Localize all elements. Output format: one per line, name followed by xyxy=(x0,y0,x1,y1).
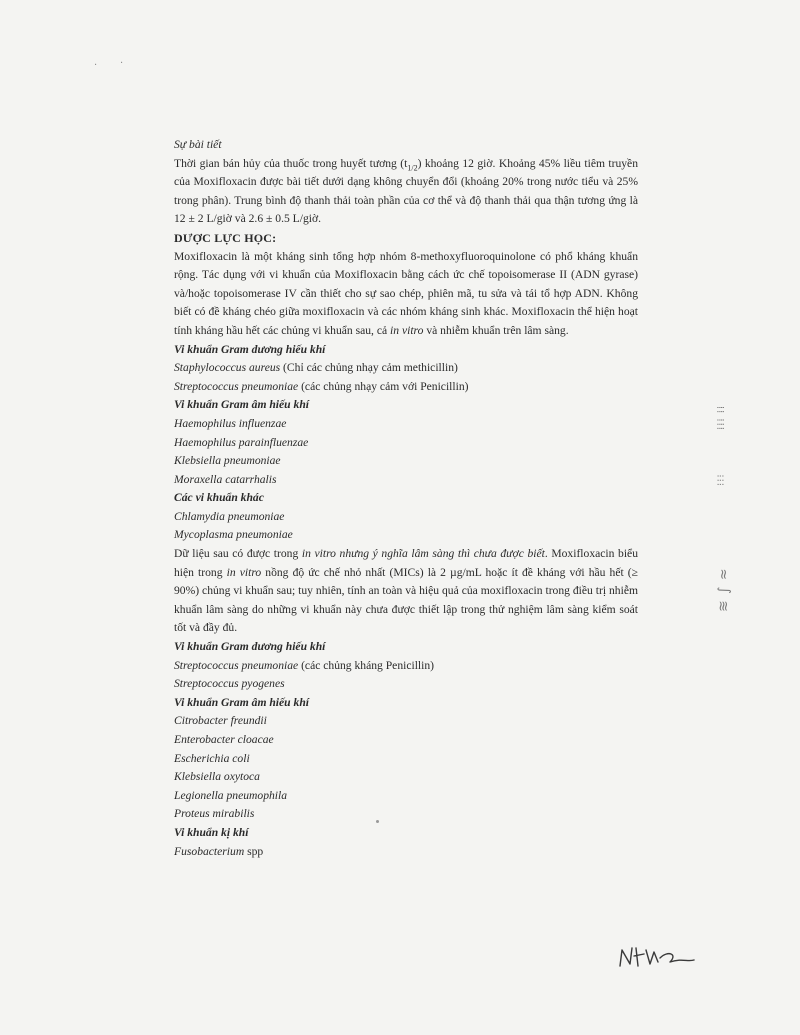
list-item: Klebsiella pneumoniae xyxy=(174,454,281,468)
group1-gram-neg-heading: Vi khuẩn Gram âm hiếu khí xyxy=(174,398,309,412)
side-stamp-mark: ≋ ∫ ≈ xyxy=(716,567,732,612)
list-item: Escherichia coli xyxy=(174,751,250,765)
side-stamp-mark: ⁞⁞⁞ ⁞⁞ xyxy=(716,404,727,430)
excretion-paragraph: Thời gian bán hủy của thuốc trong huyết tương $(t_{1/2})$ khoảng 12 giờ. Khoảng 45% liều tiêm truyền của Moxifloxacin được bài tiết dưới dạng không chuyển đổi (khoảng 20% trong nước tiểu và 25% trong phân). Trung bình độ thanh thải toàn phần của cơ thể và độ thanh thải qua thận tương ứng là 12 ± 2 L/giờ và 2.6 ± 0.5 L/giờ. xyxy=(174,156,639,226)
pharmacodynamics-heading: DƯỢC LỰC HỌC: xyxy=(174,230,277,245)
group1-gram-pos-heading: Vi khuẩn Gram dương hiếu khí xyxy=(174,342,326,356)
invitro-paragraph: Dữ liệu sau có được trong in vitro nhưng ý nghĩa lâm sàng thì chưa được biết. Moxifloxacin biểu hiện trong in vitro nồng độ ức chế nhỏ nhất (MICs) là 2 µg/mL hoặc ít đề kháng với hầu hết (≥ 90%) chủng vi khuẩn sau; tuy nhiên, tính an toàn và hiệu quả của moxifloxacin trong điều trị nhiễm khuẩn lâm sàng do những vi khuẩn này chưa được thiết lập trong thử nghiệm lâm sàng kiểm soát tốt và đầy đủ. xyxy=(174,547,639,635)
list-item: Enterobacter cloacae xyxy=(174,733,274,746)
list-item: Citrobacter freundii xyxy=(174,714,267,728)
excretion-title: Sự bài tiết xyxy=(174,138,222,151)
list-item: Streptococcus pyogenes xyxy=(174,677,285,691)
group2-gram-neg-heading: Vi khuẩn Gram âm hiếu khí xyxy=(174,695,309,709)
list-item: Mycoplasma pneumoniae xyxy=(174,528,293,542)
list-item: Klebsiella oxytoca xyxy=(174,770,260,784)
list-item: Haemophilus parainfluenzae xyxy=(174,435,309,449)
group1-other-heading: Các vi khuẩn khác xyxy=(174,491,264,505)
pharmacodynamics-paragraph: Moxifloxacin là một kháng sinh tổng hợp nhóm 8-methoxyfluoroquinolone có phổ kháng khuẩn rộng. Tác dụng với vi khuẩn của Moxifloxacin bằng cách ức chế topoisomerase II (ADN gyrase) và/hoặc topoisomerase IV cần thiết cho sự sao chép, phiên mã, tu sửa và tái tổ hợp ADN. Không biết có đề kháng chéo giữa moxifloxacin và các nhóm kháng sinh khác. Moxifloxacin thể hiện hoạt tính kháng hầu hết các chủng vi khuẩn sau, cả in vitro và nhiễm khuẩn trên lâm sàng. xyxy=(174,249,638,337)
scan-speck: · xyxy=(120,58,124,69)
list-item: Chlamydia pneumoniae xyxy=(174,509,285,523)
list-item: Legionella pneumophila xyxy=(174,788,288,802)
group2-gram-pos-heading: Vi khuẩn Gram dương hiếu khí xyxy=(174,640,326,654)
list-item: Haemophilus influenzae xyxy=(174,416,287,430)
list-item: Streptococcus pneumoniae (các chủng nhạy cảm với Penicillin) xyxy=(174,379,469,393)
signature-initials-icon xyxy=(616,940,696,974)
list-item: Proteus mirabilis xyxy=(174,807,255,821)
group2-anaerobic-heading: Vi khuẩn kị khí xyxy=(174,825,249,839)
list-item: Staphylococcus aureus (Chỉ các chủng nhạy cảm methicillin) xyxy=(174,361,458,375)
list-item: Fusobacterium spp xyxy=(174,844,264,858)
side-stamp-mark: ⁝⁝⁝ xyxy=(716,473,727,486)
list-item: Streptococcus pneumoniae (các chủng kháng Penicillin) xyxy=(174,658,435,672)
list-item: Moraxella catarrhalis xyxy=(174,472,277,486)
document-body xyxy=(174,136,638,861)
scan-speck: · xyxy=(94,60,98,71)
